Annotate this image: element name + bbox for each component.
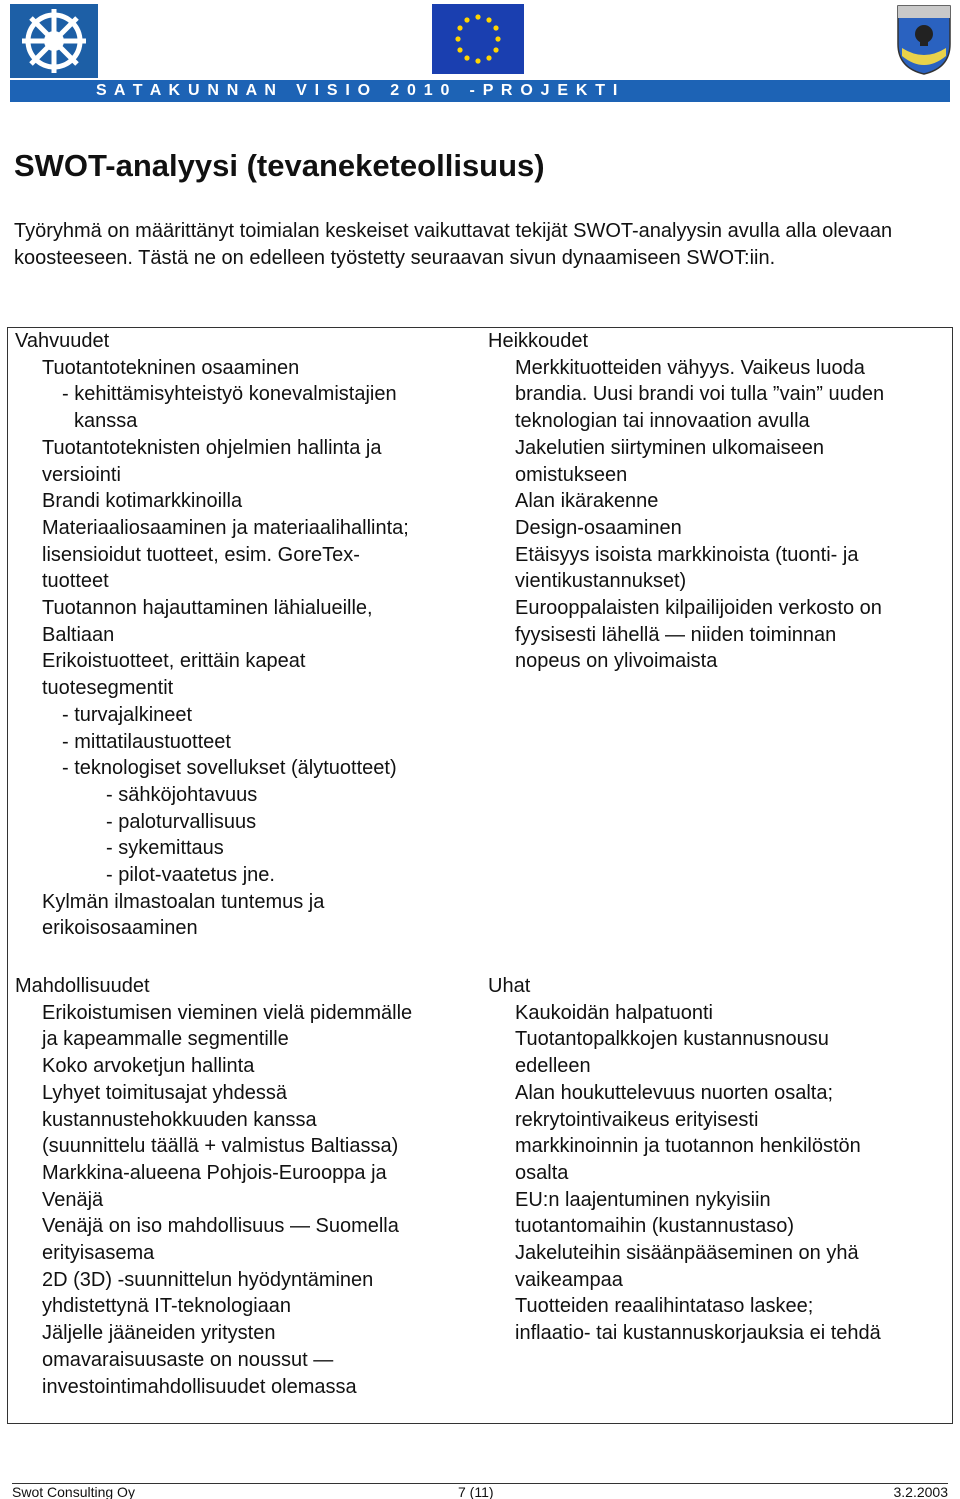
list-item: vientikustannukset) xyxy=(515,570,687,593)
list-item: 2D (3D) -suunnittelun hyödyntäminen xyxy=(42,1268,374,1291)
list-item: Eurooppalaisten kilpailijoiden verkosto on xyxy=(515,597,882,620)
list-item: tuotesegmentit xyxy=(42,677,174,700)
list-item: Kaukoidän halpatuonti xyxy=(515,1001,713,1024)
list-item: Jäljelle jääneiden yritysten xyxy=(42,1322,276,1345)
header-logos xyxy=(0,0,960,80)
weaknesses-heading: Heikkoudet xyxy=(488,330,589,352)
list-item: rekrytointivaikeus erityisesti xyxy=(515,1108,759,1131)
list-item: Tuotantotekninen osaaminen xyxy=(42,356,300,379)
threats-heading: Uhat xyxy=(488,975,531,997)
list-item: Tuotantopalkkojen kustannusnousu xyxy=(515,1028,829,1051)
eu-flag-logo xyxy=(432,4,524,74)
list-item: Jakelutien siirtyminen ulkomaiseen xyxy=(515,436,825,459)
list-item: Jakeluteihin sisäänpääseminen on yhä xyxy=(515,1242,859,1265)
satakunta-logo xyxy=(10,4,98,78)
list-item: omavaraisuusaste on noussut — xyxy=(42,1348,334,1371)
list-item: - mittatilaustuotteet xyxy=(62,730,231,753)
weaknesses-list xyxy=(488,355,948,675)
list-item: lisensioidut tuotteet, esim. GoreTex- xyxy=(42,543,360,566)
list-item: Design-osaaminen xyxy=(515,516,682,539)
list-item: - pilot-vaatetus jne. xyxy=(106,864,275,887)
list-item: - paloturvallisuus xyxy=(106,810,257,833)
list-item: (suunnittelu täällä + valmistus Baltiassa) xyxy=(42,1135,399,1158)
list-item: - sykemittaus xyxy=(106,837,224,860)
list-item: Tuotannon hajauttaminen lähialueille, xyxy=(42,597,373,620)
list-item: Lyhyet toimitusajat yhdessä xyxy=(42,1081,287,1104)
threats-quadrant xyxy=(488,973,948,1347)
list-item: Venäjä on iso mahdollisuus — Suomella xyxy=(42,1215,399,1238)
list-item: erityisasema xyxy=(42,1242,155,1265)
list-item: - turvajalkineet xyxy=(62,703,193,726)
opportunities-quadrant xyxy=(15,973,481,1400)
list-item: vaikeampaa xyxy=(515,1268,623,1291)
page-title: SWOT-analyysi (tevaneketeollisuus) xyxy=(14,148,545,183)
list-item: Alan ikärakenne xyxy=(515,490,659,513)
list-item: fyysisesti lähellä — niiden toiminnan xyxy=(515,623,837,646)
list-item: erikoisosaaminen xyxy=(42,917,198,940)
list-item: kanssa xyxy=(74,410,138,433)
coat-of-arms-logo xyxy=(896,4,952,76)
footer-page-number: 7 (11) xyxy=(458,1485,494,1499)
list-item: Markkina-alueena Pohjois-Eurooppa ja xyxy=(42,1161,387,1184)
list-item: Alan houkuttelevuus nuorten osalta; xyxy=(515,1081,833,1104)
list-item: markkinoinnin ja tuotannon henkilöstön xyxy=(515,1135,861,1158)
weaknesses-quadrant xyxy=(488,328,948,675)
list-item: Baltiaan xyxy=(42,623,115,646)
list-item: tuotteet xyxy=(42,570,109,593)
strengths-heading: Vahvuudet xyxy=(15,330,110,352)
swot-table xyxy=(7,327,953,1424)
strengths-list xyxy=(15,355,481,942)
list-item: - sähköjohtavuus xyxy=(106,783,258,806)
list-item: versiointi xyxy=(42,463,121,486)
footer-company: Swot Consulting Oy xyxy=(12,1485,135,1499)
list-item: Tuotteiden reaalihintataso laskee; xyxy=(515,1295,814,1318)
strengths-quadrant xyxy=(15,328,481,942)
list-item: Kylmän ilmastoalan tuntemus ja xyxy=(42,890,325,913)
list-item: ja kapeammalle segmentille xyxy=(42,1028,289,1051)
list-item: brandia. Uusi brandi voi tulla ”vain” uuden xyxy=(515,383,885,406)
list-item: Materiaaliosaaminen ja materiaalihallinta; xyxy=(42,516,409,539)
list-item: investointimahdollisuudet olemassa xyxy=(42,1375,357,1398)
list-item: Erikoistumisen vieminen vielä pidemmälle xyxy=(42,1001,413,1024)
list-item: Erikoistuotteet, erittäin kapeat xyxy=(42,650,306,673)
list-item: edelleen xyxy=(515,1055,591,1078)
list-item: kustannustehokkuuden kanssa xyxy=(42,1108,317,1131)
list-item: yhdistettynä IT-teknologiaan xyxy=(42,1295,292,1318)
intro-paragraph: Työryhmä on määrittänyt toimialan keskeiset vaikuttavat tekijät SWOT-analyysin avulla alla olevaan koosteeseen. Tästä ne on edelleen työstetty seuraavan sivun dynaamiseen SWOT:iin. xyxy=(14,220,893,269)
opportunities-heading: Mahdollisuudet xyxy=(15,975,150,997)
list-item: inflaatio- tai kustannuskorjauksia ei tehdä xyxy=(515,1322,881,1345)
list-item: Merkkituotteiden vähyys. Vaikeus luoda xyxy=(515,356,865,379)
opportunities-list xyxy=(15,1000,481,1401)
list-item: Etäisyys isoista markkinoista (tuonti- ja xyxy=(515,543,859,566)
list-item: osalta xyxy=(515,1161,569,1184)
list-item: Koko arvoketjun hallinta xyxy=(42,1055,255,1078)
threats-list xyxy=(488,1000,948,1347)
list-item: - teknologiset sovellukset (älytuotteet) xyxy=(62,757,397,780)
list-item: Brandi kotimarkkinoilla xyxy=(42,490,243,513)
list-item: EU:n laajentuminen nykyisiin xyxy=(515,1188,771,1211)
list-item: Venäjä xyxy=(42,1188,104,1211)
page-footer xyxy=(12,1485,948,1499)
footer-date: 3.2.2003 xyxy=(893,1485,948,1499)
list-item: teknologian tai innovaation avulla xyxy=(515,410,810,433)
list-item: tuotantomaihin (kustannustaso) xyxy=(515,1215,795,1238)
list-item: Tuotantoteknisten ohjelmien hallinta ja xyxy=(42,436,382,459)
list-item: - kehittämisyhteistyö konevalmistajien xyxy=(62,383,397,406)
footer-divider xyxy=(12,1483,948,1484)
list-item: omistukseen xyxy=(515,463,628,486)
list-item: nopeus on ylivoimaista xyxy=(515,650,718,673)
project-banner: S A T A K U N N A N V I S I O 2 0 1 0 - P R O J E K T I xyxy=(10,80,950,102)
